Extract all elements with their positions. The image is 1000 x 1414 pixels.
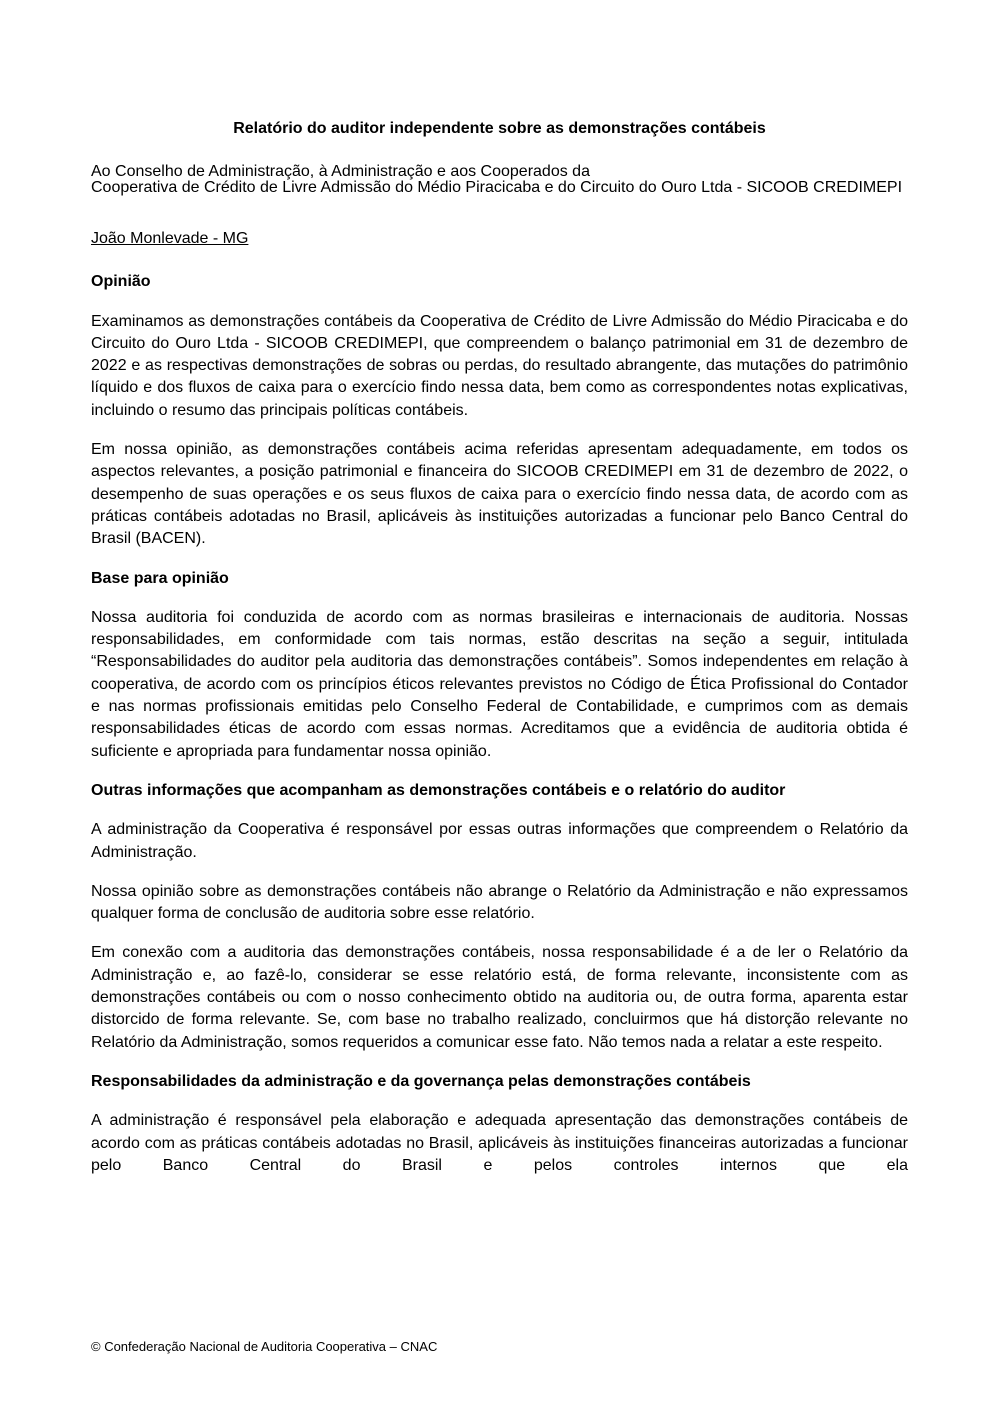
paragraph-opiniao-2: Em nossa opinião, as demonstrações contábeis acima referidas apresentam adequadamente, em todos os aspectos relevantes, a posição patrimonial e financeira do SICOOB CREDIMEPI em 31 de dezembro de 2022, o desempenho de suas operações e os seus fluxos de caixa para o exercício findo nessa data, de acordo com as práticas contábeis adotadas no Brasil, aplicáveis às instituições autorizadas a funcionar pelo Banco Central do Brasil (BACEN). <box>91 441 908 548</box>
document-title: Relatório do auditor independente sobre as demonstrações contábeis <box>233 120 766 137</box>
paragraph-outras-informacoes-3: Em conexão com a auditoria das demonstrações contábeis, nossa responsabilidade é a de ler o Relatório da Administração e, ao fazê-lo, considerar se esse relatório está, de forma relevante, inconsistente com as demonstrações contábeis ou com o nosso conhecimento obtido na auditoria ou, de outra forma, aparenta estar distorcido de forma relevante. Se, com base no trabalho realizado, concluirmos que há distorção relevante no Relatório da Administração, somos requeridos a comunicar esse fato. Não temos nada a relatar a este respeito. <box>91 944 908 1051</box>
addressee-line-1: Ao Conselho de Administração, à Administração e aos Cooperados da <box>91 163 590 181</box>
addressee-block <box>91 164 908 196</box>
heading-base-para-opiniao: Base para opinião <box>91 569 229 587</box>
paragraph-outras-informacoes-2: Nossa opinião sobre as demonstrações contábeis não abrange o Relatório da Administração e não expressamos qualquer forma de conclusão de auditoria sobre esse relatório. <box>91 882 908 923</box>
location-text: João Monlevade - MG <box>91 230 249 248</box>
paragraph-base-para-opiniao-1: Nossa auditoria foi conduzida de acordo com as normas brasileiras e internacionais de auditoria. Nossas responsabilidades, em conformidade com tais normas, estão descritas na seção a seguir, intitulada “Responsabilidades do auditor pela auditoria das demonstrações contábeis”. Somos independentes em relação à cooperativa, de acordo com os princípios éticos relevantes previstos no Código de Ética Profissional do Contador e nas normas profissionais emitidas pelo Conselho Federal de Contabilidade, e cumprimos com as demais responsabilidades éticas de acordo com essas normas. Acreditamos que a evidência de auditoria obtida é suficiente e apropriada para fundamentar nossa opinião. <box>91 608 908 760</box>
location-line <box>91 231 908 247</box>
addressee-line-2: Cooperativa de Crédito de Livre Admissão do Médio Piracicaba e do Circuito do Ouro Ltda - SICOOB CREDIMEPI <box>91 179 903 197</box>
paragraph-outras-informacoes-1: A administração da Cooperativa é responsável por essas outras informações que compreendem o Relatório da Administração. <box>91 821 908 861</box>
document-content <box>91 118 908 1194</box>
heading-responsabilidades: Responsabilidades da administração e da governança pelas demonstrações contábeis <box>91 1072 751 1090</box>
page-footer: © Confederação Nacional de Auditoria Cooperativa – CNAC <box>91 1339 438 1354</box>
heading-outras-informacoes: Outras informações que acompanham as demonstrações contábeis e o relatório do auditor <box>91 781 786 799</box>
heading-opiniao: Opinião <box>91 273 151 291</box>
paragraph-responsabilidades-1: A administração é responsável pela elaboração e adequada apresentação das demonstrações contábeis de acordo com as práticas contábeis adotadas no Brasil, aplicáveis às instituições financeiras autorizadas a funcionar pelo Banco Central do Brasil e pelos controles internos que ela <box>91 1112 908 1174</box>
paragraph-opiniao-1: Examinamos as demonstrações contábeis da Cooperativa de Crédito de Livre Admissão do Médio Piracicaba e do Circuito do Ouro Ltda - SICOOB CREDIMEPI, que compreendem o balanço patrimonial em 31 de dezembro de 2022 e as respectivas demonstrações de sobras ou perdas, do resultado abrangente, das mutações do patrimônio líquido e dos fluxos de caixa para o exercício findo nessa data, bem como as correspondentes notas explicativas, incluindo o resumo das principais políticas contábeis. <box>91 312 908 419</box>
